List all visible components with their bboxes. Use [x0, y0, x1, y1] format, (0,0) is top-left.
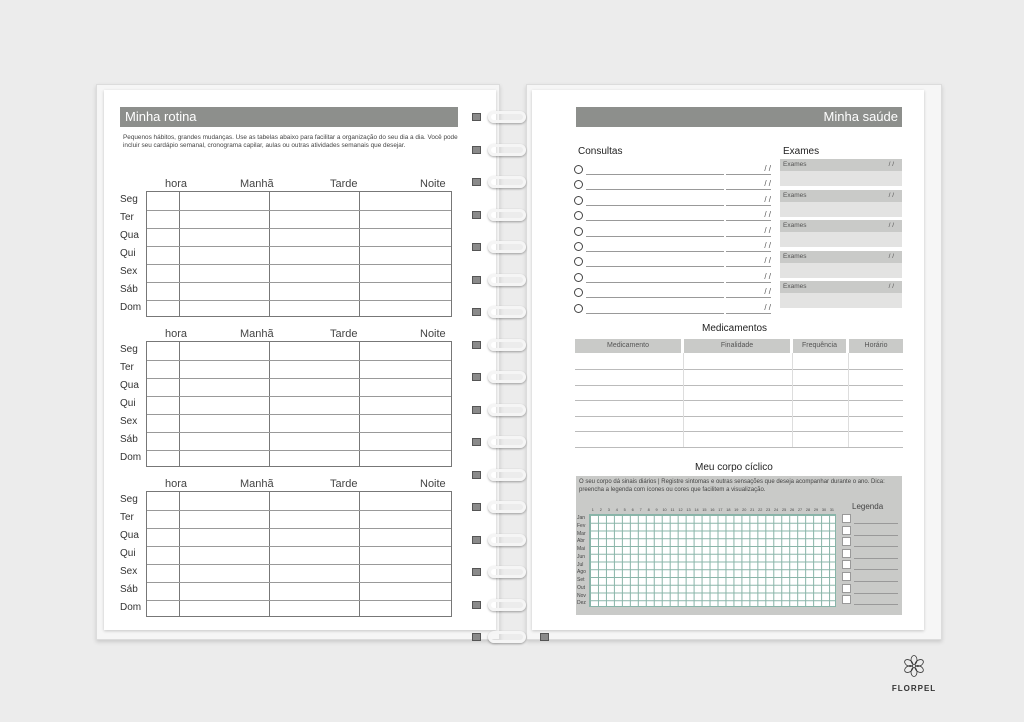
consulta-row[interactable] — [574, 209, 770, 224]
binding-hole — [472, 471, 481, 479]
day-labels — [120, 191, 146, 317]
day-number: 29 — [813, 508, 819, 512]
legend-line[interactable] — [854, 546, 898, 547]
brand-logo — [888, 655, 940, 693]
write-line — [586, 251, 724, 252]
month-label: Fev — [577, 522, 586, 529]
day-number: 23 — [766, 508, 771, 512]
day-label: Sáb — [120, 284, 138, 295]
write-line — [586, 236, 724, 237]
day-number: 27 — [797, 508, 803, 512]
legend-checkbox[interactable] — [842, 572, 851, 581]
day-number: 17 — [718, 508, 723, 512]
med-column-header: Finalidade — [684, 339, 790, 353]
day-label: Ter — [120, 212, 134, 223]
day-label: Sáb — [120, 584, 138, 595]
med-row-line[interactable] — [575, 400, 903, 401]
day-label: Seg — [120, 344, 138, 355]
day-number: 22 — [758, 508, 763, 512]
grid-row-line — [147, 246, 451, 247]
wire-loop — [488, 534, 526, 546]
day-number: 26 — [789, 508, 795, 512]
legend-line[interactable] — [854, 523, 898, 524]
day-label: Qua — [120, 380, 139, 391]
exam-notes[interactable] — [780, 263, 902, 278]
exam-date: / / — [888, 222, 894, 229]
exam-label: Exames — [783, 222, 807, 229]
grid-row-line — [147, 300, 451, 301]
column-header: hora — [165, 328, 188, 340]
wire-loop — [488, 306, 526, 318]
legend-checkbox[interactable] — [842, 560, 851, 569]
binding-hole — [472, 146, 481, 154]
write-line — [586, 189, 724, 190]
day-labels — [120, 341, 146, 467]
column-header: Tarde — [330, 178, 358, 190]
day-number: 5 — [623, 508, 626, 512]
date-field[interactable]: / / — [726, 226, 771, 237]
routine-table — [120, 178, 456, 328]
grid-row-line — [147, 564, 451, 565]
legend-line[interactable] — [854, 581, 898, 582]
write-line — [586, 205, 724, 206]
write-line — [586, 313, 724, 314]
routine-table — [120, 328, 456, 478]
day-label: Sáb — [120, 434, 138, 445]
right-page — [532, 90, 924, 630]
column-header: Noite — [420, 328, 446, 340]
column-header: Noite — [420, 478, 446, 490]
grid-row-line — [147, 528, 451, 529]
consulta-row[interactable] — [574, 302, 770, 317]
med-row-line[interactable] — [575, 369, 903, 370]
month-label: Set — [577, 577, 585, 583]
grid-row-line — [147, 378, 451, 379]
day-number: 14 — [694, 508, 699, 512]
grid-row-line — [147, 600, 451, 601]
binding-hole — [472, 211, 481, 219]
med-column-line — [848, 353, 849, 447]
brand-name: FLORPEL — [891, 684, 937, 693]
day-label: Sex — [120, 266, 138, 277]
day-number: 31 — [829, 508, 835, 512]
exam-entry[interactable] — [780, 190, 902, 202]
legend-checkbox[interactable] — [842, 584, 851, 593]
consulta-row[interactable] — [574, 225, 770, 240]
month-label: Jan — [577, 515, 586, 521]
date-field[interactable]: / / — [726, 256, 771, 267]
consultas-title: Consultas — [578, 146, 623, 157]
wire-loop — [488, 274, 526, 286]
column-header: Manhã — [240, 178, 274, 190]
legend-title: Legenda — [852, 502, 884, 511]
checkbox-circle[interactable] — [574, 304, 583, 313]
grid-row-line — [147, 396, 451, 397]
day-number: 2 — [599, 508, 602, 512]
day-number: 20 — [742, 508, 747, 512]
wire-loop — [488, 436, 526, 448]
day-number: 4 — [615, 508, 618, 512]
consulta-row[interactable] — [574, 163, 770, 178]
legend-checkbox[interactable] — [842, 537, 851, 546]
grid-row-line — [147, 264, 451, 265]
day-number: 30 — [821, 508, 827, 512]
wire-loop — [488, 209, 526, 221]
column-header: hora — [165, 478, 188, 490]
month-label: Abr — [577, 538, 585, 545]
exames-title: Exames — [783, 146, 820, 157]
wire-loop — [488, 241, 526, 253]
date-field[interactable]: / / — [726, 195, 771, 206]
month-label: Mar — [577, 530, 586, 537]
month-label: Jun — [577, 553, 586, 560]
exam-label: Exames — [783, 161, 807, 168]
legend-checkbox[interactable] — [842, 595, 851, 604]
wire-loop — [488, 501, 526, 513]
binding-hole — [472, 373, 481, 381]
day-number: 15 — [702, 508, 707, 512]
exam-entry[interactable] — [780, 159, 902, 171]
grid-row-line — [147, 432, 451, 433]
day-number: 9 — [655, 508, 658, 512]
routine-grid[interactable] — [146, 491, 452, 617]
exam-notes[interactable] — [780, 171, 902, 186]
wire-loop — [488, 339, 526, 351]
day-number: 28 — [805, 508, 811, 512]
exam-notes[interactable] — [780, 202, 902, 217]
day-label: Sex — [120, 416, 138, 427]
write-line — [586, 282, 724, 283]
binding-hole — [472, 568, 481, 576]
day-label: Dom — [120, 302, 142, 313]
consulta-row[interactable] — [574, 255, 770, 270]
date-field[interactable]: / / — [726, 241, 771, 252]
wire-loop — [488, 371, 526, 383]
grid-row-line — [147, 228, 451, 229]
flower-icon — [903, 655, 925, 677]
day-label: Qua — [120, 230, 139, 241]
binding-hole — [472, 536, 481, 544]
legend-line[interactable] — [854, 558, 898, 559]
wire-loop — [488, 176, 526, 188]
binding-hole — [472, 341, 481, 349]
day-number: 12 — [678, 508, 683, 512]
day-label: Qui — [120, 398, 136, 409]
column-header: Manhã — [240, 478, 274, 490]
spiral-ring — [470, 628, 560, 648]
day-number: 25 — [781, 508, 787, 512]
day-number: 3 — [607, 508, 610, 512]
consulta-row[interactable] — [574, 240, 770, 255]
date-field[interactable]: / / — [726, 179, 771, 190]
date-field[interactable]: / / — [726, 303, 771, 314]
write-line — [586, 297, 724, 298]
column-header: Tarde — [330, 478, 358, 490]
cycle-title: Meu corpo cíclico — [695, 462, 773, 473]
left-page — [104, 90, 496, 630]
page-title: Minha rotina — [125, 109, 197, 124]
page-title-banner — [576, 107, 902, 127]
day-number: 11 — [670, 508, 675, 512]
page-title-banner — [120, 107, 458, 127]
binding-hole — [472, 178, 481, 186]
legend-checkbox[interactable] — [842, 549, 851, 558]
grid-row-line — [147, 210, 451, 211]
grid-row-line — [147, 282, 451, 283]
day-number: 16 — [710, 508, 715, 512]
checkbox-circle[interactable] — [574, 211, 583, 220]
med-column-header: Medicamento — [575, 339, 681, 353]
exam-date: / / — [888, 283, 894, 290]
write-line — [586, 266, 724, 267]
exam-notes[interactable] — [780, 293, 902, 308]
day-number: 13 — [686, 508, 691, 512]
checkbox-circle[interactable] — [574, 273, 583, 282]
day-label: Qui — [120, 248, 136, 259]
checkbox-circle[interactable] — [574, 288, 583, 297]
date-field[interactable]: / / — [726, 287, 771, 298]
legend-line[interactable] — [854, 569, 898, 570]
exam-entry[interactable] — [780, 251, 902, 263]
date-field[interactable]: / / — [726, 164, 771, 175]
grid-row-line — [147, 414, 451, 415]
binding-hole — [472, 601, 481, 609]
day-number: 7 — [639, 508, 642, 512]
day-number: 8 — [647, 508, 650, 512]
binding-hole — [540, 633, 549, 641]
date-field[interactable]: / / — [726, 210, 771, 221]
consulta-row[interactable] — [574, 194, 770, 209]
routine-table — [120, 478, 456, 628]
medicamentos-title: Medicamentos — [702, 323, 768, 334]
legend-checkbox[interactable] — [842, 514, 851, 523]
day-label: Dom — [120, 452, 142, 463]
med-column-line — [792, 353, 793, 447]
checkbox-circle[interactable] — [574, 180, 583, 189]
month-label: Dez — [577, 600, 586, 607]
wire-loop — [488, 566, 526, 578]
med-row-line[interactable] — [575, 447, 903, 448]
binding-hole — [472, 113, 481, 121]
legend-line[interactable] — [854, 593, 898, 594]
day-label: Qua — [120, 530, 139, 541]
exam-label: Exames — [783, 283, 807, 290]
checkbox-circle[interactable] — [574, 165, 583, 174]
exam-date: / / — [888, 161, 894, 168]
wire-loop — [488, 469, 526, 481]
cycle-text: O seu corpo dá sinais diários | Registre sintomas e outras sensações que deseja acompanhar durante o ano. Dica: preencha a legenda com ícones ou cores que facilitem a visualização. — [579, 479, 885, 493]
med-column-header: Frequência — [793, 339, 846, 353]
column-header: Manhã — [240, 328, 274, 340]
cycle-panel — [576, 476, 902, 615]
exam-notes[interactable] — [780, 232, 902, 247]
day-number: 18 — [726, 508, 731, 512]
binding-hole — [472, 243, 481, 251]
exam-label: Exames — [783, 191, 807, 199]
day-label: Seg — [120, 194, 138, 205]
day-number: 10 — [662, 508, 667, 512]
checkbox-circle[interactable] — [574, 257, 583, 266]
cycle-grid[interactable] — [589, 514, 836, 607]
binding-hole — [472, 633, 481, 641]
wire-loop — [488, 631, 526, 643]
med-row-line[interactable] — [575, 385, 903, 386]
day-labels — [120, 491, 146, 617]
grid-row-line — [147, 510, 451, 511]
med-column-header: Horário — [849, 339, 903, 353]
exam-entry[interactable] — [780, 281, 902, 293]
month-label: Out — [577, 584, 586, 591]
wire-loop — [488, 599, 526, 611]
med-column-line — [683, 353, 684, 447]
routine-grid[interactable] — [146, 341, 452, 467]
consulta-row[interactable] — [574, 286, 770, 301]
checkbox-circle[interactable] — [574, 227, 583, 236]
routine-grid[interactable] — [146, 191, 452, 317]
write-line — [586, 220, 724, 221]
exam-date: / / — [888, 191, 894, 199]
binding-hole — [472, 406, 481, 414]
column-header: Noite — [420, 178, 446, 190]
day-label: Sex — [120, 566, 138, 577]
binding-hole — [472, 503, 481, 511]
binding-hole — [472, 276, 481, 284]
grid-row-line — [147, 546, 451, 547]
legend-line[interactable] — [854, 535, 898, 536]
consulta-row[interactable] — [574, 178, 770, 193]
month-label: Ago — [577, 569, 586, 576]
day-label: Qui — [120, 548, 136, 559]
day-number: 1 — [591, 508, 594, 512]
intro-text: Pequenos hábitos, grandes mudanças. Use as tabelas abaixo para facilitar a organização do seu dia a dia. Você pode incluir seu cardápio semanal, cronograma capilar, aulas ou outras atividades semanais que desejar. — [123, 134, 458, 149]
day-number: 19 — [734, 508, 739, 512]
legend-checkbox[interactable] — [842, 526, 851, 535]
column-header: Tarde — [330, 328, 358, 340]
exam-label: Exames — [783, 252, 807, 260]
month-label: Jul — [577, 561, 584, 568]
day-number: 6 — [631, 508, 634, 512]
day-number: 24 — [774, 508, 779, 512]
exam-entry[interactable] — [780, 220, 902, 232]
day-label: Dom — [120, 602, 142, 613]
grid-row-line — [147, 360, 451, 361]
grid-row-line — [147, 582, 451, 583]
month-label: Mai — [577, 546, 586, 552]
day-label: Seg — [120, 494, 138, 505]
consulta-row[interactable] — [574, 271, 770, 286]
wire-loop — [488, 144, 526, 156]
page-title: Minha saúde — [823, 109, 898, 124]
med-row-line[interactable] — [575, 416, 903, 417]
write-line — [586, 174, 724, 175]
date-field[interactable]: / / — [726, 272, 771, 283]
column-header: hora — [165, 178, 188, 190]
day-number: 21 — [750, 508, 755, 512]
exam-date: / / — [888, 252, 894, 260]
day-label: Ter — [120, 362, 134, 373]
day-label: Ter — [120, 512, 134, 523]
binding-hole — [472, 308, 481, 316]
wire-loop — [488, 111, 526, 123]
binding-hole — [472, 438, 481, 446]
wire-loop — [488, 404, 526, 416]
checkbox-circle[interactable] — [574, 196, 583, 205]
month-label: Nov — [577, 592, 586, 599]
med-row-line[interactable] — [575, 431, 903, 432]
grid-row-line — [147, 450, 451, 451]
legend-line[interactable] — [854, 604, 898, 605]
checkbox-circle[interactable] — [574, 242, 583, 251]
